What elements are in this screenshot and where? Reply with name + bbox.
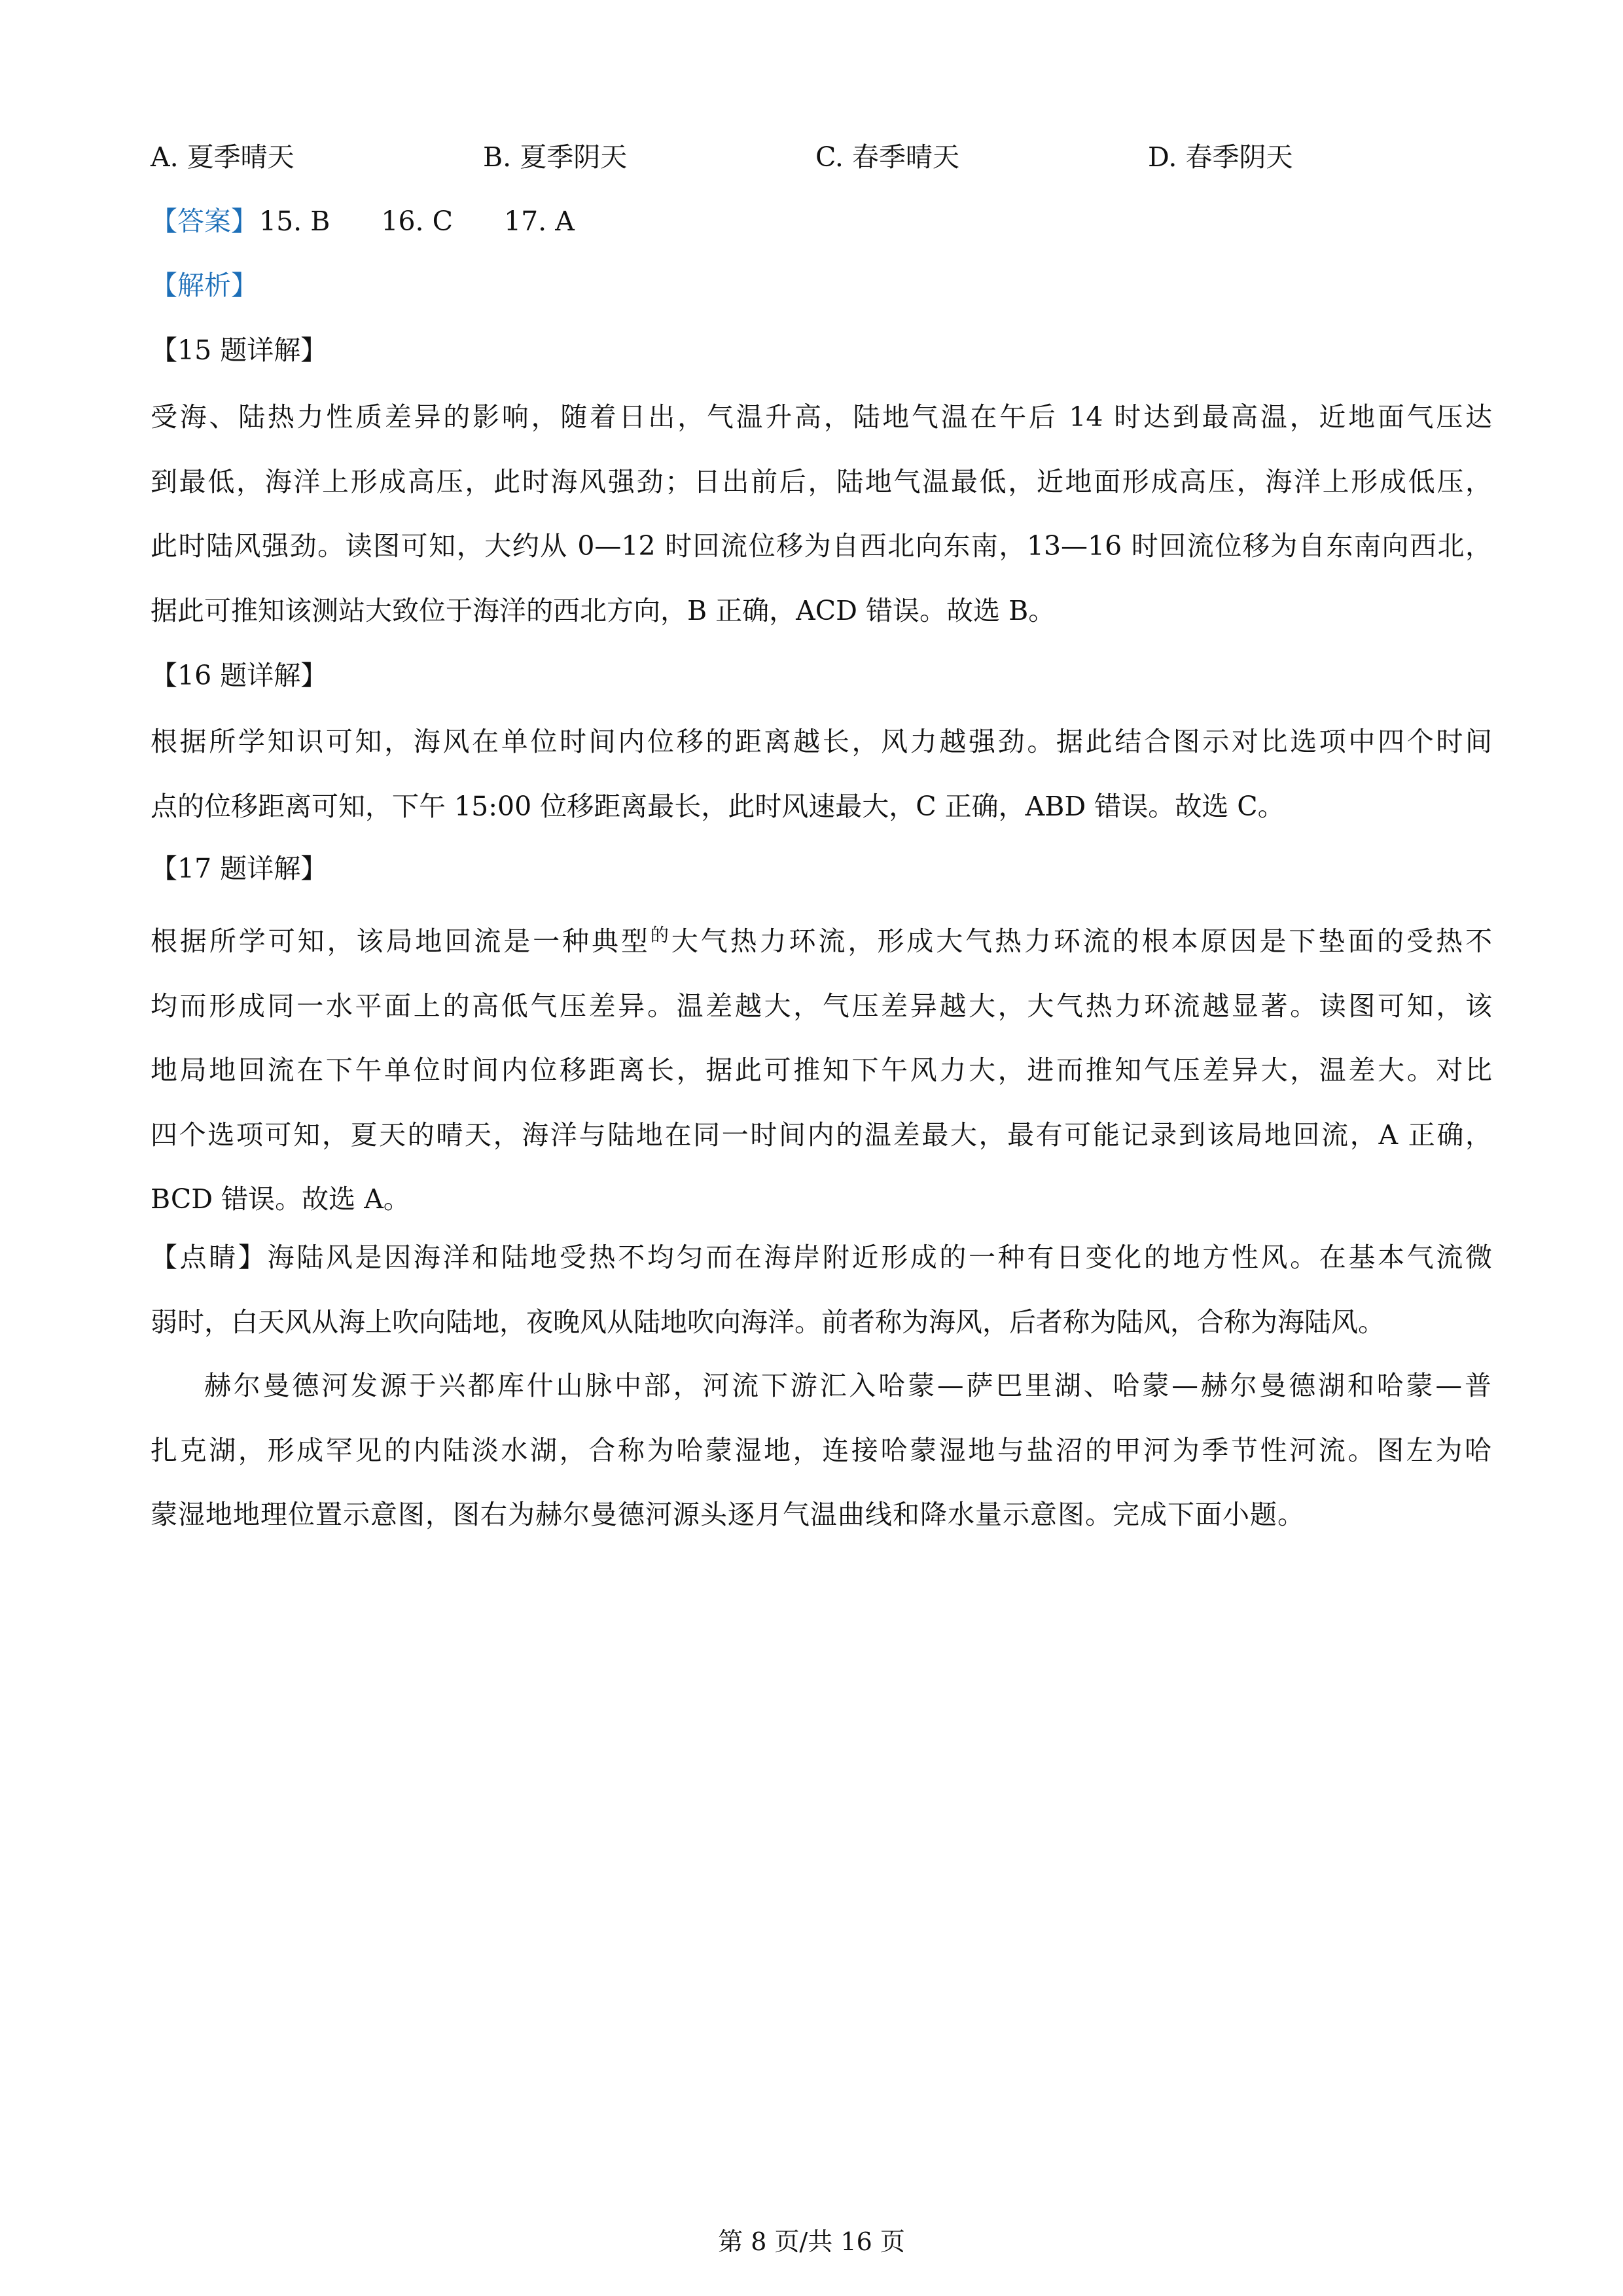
tip-line: 弱时，白天风从海上吹向陆地，夜晚风从陆地吹向海洋。前者称为海风，后者称为陆风，合称为海陆风。: [151, 1306, 1385, 1338]
q16-line: 点的位移距离可知，下午 15:00 位移距离最长，此时风速最大，C 正确，ABD 错误。故选 C。: [151, 790, 1285, 822]
q15-line: 到最低，海洋上形成高压，此时海风强劲；日出前后，陆地气温最低，近地面形成高压，海洋上形成低压，: [151, 465, 1492, 497]
option-b: B. 夏季阴天: [483, 141, 628, 173]
q17-line: 均而形成同一水平面上的高低气压差异。温差越大，气压差异越大，大气热力环流越显著。读图可知，该: [151, 990, 1492, 1022]
q15-explanation: [151, 385, 1492, 643]
q15-line: 据此可推知该测站大致位于海洋的西北方向，B 正确，ACD 错误。故选 B。: [151, 594, 1056, 626]
answer-line: [151, 202, 575, 241]
tip-text-1: 海陆风是因海洋和陆地受热不均匀而在海岸附近形成的一种有日变化的地方性风。在基本气流微: [267, 1242, 1492, 1273]
q17-superscript: 的: [650, 924, 671, 946]
analysis-label: 【解析】: [151, 270, 258, 301]
answer-label: 【答案】: [151, 206, 258, 237]
page-footer: 第 8 页/共 16 页: [718, 2227, 905, 2256]
stem-line: 赫尔曼德河发源于兴都库什山脉中部，河流下游汇入哈蒙—萨巴里湖、哈蒙—赫尔曼德湖和哈蒙—普: [204, 1370, 1492, 1401]
q16-explanation: [151, 709, 1492, 838]
q17-heading: 【17 题详解】: [151, 853, 328, 884]
q16-heading: 【16 题详解】: [151, 660, 328, 691]
tip-label: 【点睛】: [151, 1242, 268, 1273]
q17-line1-before: 根据所学可知，该局地回流是一种典型: [151, 925, 651, 957]
q15-heading: 【15 题详解】: [151, 334, 328, 366]
option-a: A. 夏季晴天: [151, 141, 294, 173]
option-d: D. 春季阴天: [1148, 141, 1293, 173]
question-stem: [151, 1354, 1492, 1547]
q17-line-first: [151, 903, 1492, 974]
answer-15: 15. B: [259, 206, 330, 237]
q17-line1-after: 大气热力环流，形成大气热力环流的根本原因是下垫面的受热不: [671, 925, 1492, 957]
tip-section: [151, 1225, 1492, 1354]
q17-line: BCD 错误。故选 A。: [151, 1183, 410, 1215]
option-c: C. 春季晴天: [815, 141, 959, 173]
q17-line: 地局地回流在下午单位时间内位移距离长，据此可推知下午风力大，进而推知气压差异大，温差大。对比: [151, 1054, 1492, 1086]
q17-explanation: [151, 903, 1492, 1232]
q16-line: 根据所学知识可知，海风在单位时间内位移的距离越长，风力越强劲。据此结合图示对比选项中四个时间: [151, 726, 1492, 757]
answer-17: 17. A: [503, 206, 575, 237]
tip-line-first: [151, 1225, 1492, 1290]
q15-line: 受海、陆热力性质差异的影响，随着日出，气温升高，陆地气温在午后 14 时达到最高温，近地面气压达: [151, 401, 1492, 433]
answer-16: 16. C: [381, 206, 453, 237]
q15-line: 此时陆风强劲。读图可知，大约从 0—12 时回流位移为自西北向东南，13—16 时回流位移为自东南向西北，: [151, 530, 1492, 562]
stem-line: 扎克湖，形成罕见的内陆淡水湖，合称为哈蒙湿地，连接哈蒙湿地与盐沼的甲河为季节性河流。图左为哈: [151, 1434, 1492, 1466]
q17-line: 四个选项可知，夏天的晴天，海洋与陆地在同一时间内的温差最大，最有可能记录到该局地回流，A 正确，: [151, 1119, 1492, 1151]
stem-line: 蒙湿地地理位置示意图，图右为赫尔曼德河源头逐月气温曲线和降水量示意图。完成下面小题。: [151, 1499, 1305, 1530]
